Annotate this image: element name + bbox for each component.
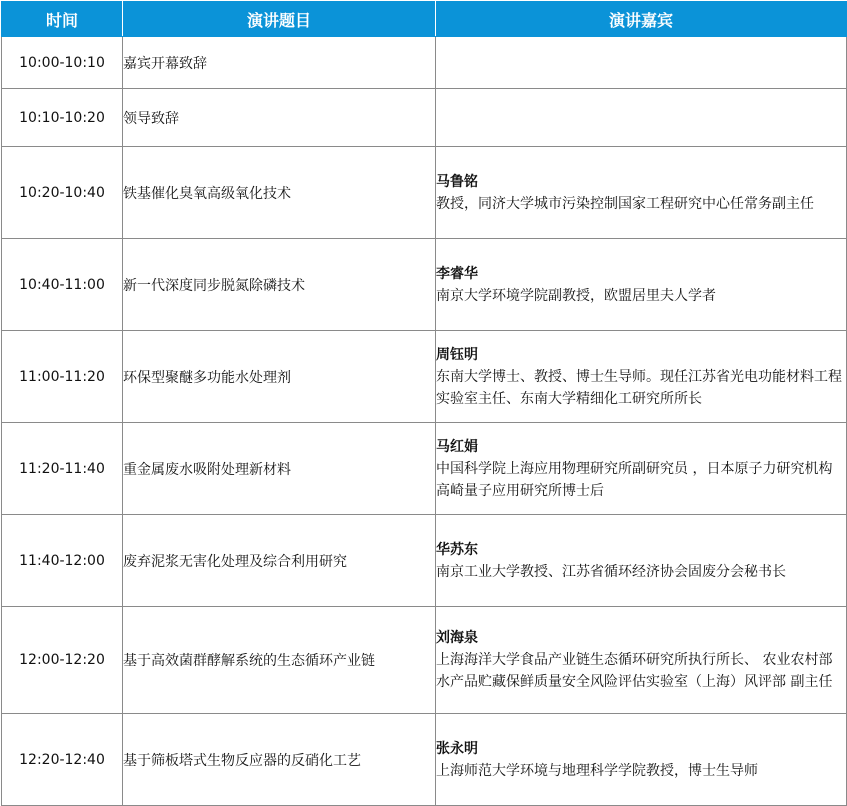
table-row [2, 607, 847, 714]
table-row [2, 331, 847, 423]
header-speaker: 演讲嘉宾 [436, 2, 847, 37]
topic-cell: 重金属废水吸附处理新材料 [123, 423, 436, 515]
time-cell: 11:00-11:20 [2, 331, 123, 423]
speaker-description: 上海海洋大学食品产业链生态循环研究所执行所长、 农业农村部水产品贮藏保鲜质量安全风险评估实验室（上海）风评部 副主任 [436, 652, 833, 690]
speaker-description: 上海师范大学环境与地理科学学院教授，博士生导师 [436, 762, 758, 779]
time-cell: 11:20-11:40 [2, 423, 123, 515]
topic-cell: 环保型聚醚多功能水处理剂 [123, 331, 436, 423]
speaker-cell [436, 37, 847, 89]
time-cell: 11:40-12:00 [2, 515, 123, 607]
speaker-name: 张永明 [436, 740, 478, 757]
speaker-cell [436, 331, 847, 423]
time-cell: 10:40-11:00 [2, 239, 123, 331]
table-row [2, 423, 847, 515]
speaker-description: 东南大学博士、教授、博士生导师。现任江苏省光电功能材料工程实验室主任、东南大学精细化工研究所所长 [436, 368, 842, 407]
speaker-name: 刘海泉 [436, 630, 478, 646]
topic-cell: 新一代深度同步脱氮除磷技术 [123, 239, 436, 331]
time-cell: 10:00-10:10 [2, 37, 123, 89]
speaker-description: 教授，同济大学城市污染控制国家工程研究中心任常务副主任 [436, 195, 814, 212]
time-cell: 12:00-12:20 [2, 607, 123, 714]
speaker-cell [436, 607, 847, 714]
speaker-cell [436, 515, 847, 607]
speaker-description: 南京工业大学教授、江苏省循环经济协会固废分会秘书长 [436, 563, 786, 580]
table-row [2, 515, 847, 607]
table-row [2, 37, 847, 89]
speaker-name: 马红娟 [436, 438, 478, 455]
schedule-header [2, 2, 847, 37]
time-cell: 10:10-10:20 [2, 89, 123, 147]
speaker-name: 周钰明 [436, 346, 478, 363]
speaker-cell [436, 147, 847, 239]
speaker-name: 华苏东 [436, 541, 478, 558]
schedule-body [2, 37, 847, 806]
topic-cell: 基于筛板塔式生物反应器的反硝化工艺 [123, 714, 436, 806]
topic-cell: 嘉宾开幕致辞 [123, 37, 436, 89]
speaker-cell [436, 714, 847, 806]
time-cell: 10:20-10:40 [2, 147, 123, 239]
speaker-cell [436, 239, 847, 331]
topic-cell: 基于高效菌群酵解系统的生态循环产业链 [123, 607, 436, 714]
speaker-cell [436, 423, 847, 515]
topic-cell: 铁基催化臭氧高级氧化技术 [123, 147, 436, 239]
table-row [2, 239, 847, 331]
speaker-name: 马鲁铭 [436, 173, 478, 190]
table-row [2, 714, 847, 806]
table-row [2, 89, 847, 147]
header-time: 时间 [2, 2, 123, 37]
speaker-name: 李睿华 [436, 265, 478, 282]
time-cell: 12:20-12:40 [2, 714, 123, 806]
schedule-table [1, 1, 847, 806]
header-topic: 演讲题目 [123, 2, 436, 37]
speaker-description: 中国科学院上海应用物理研究所副研究员 ，日本原子力研究机构高崎量子应用研究所博士后 [436, 460, 833, 499]
topic-cell: 领导致辞 [123, 89, 436, 147]
speaker-description: 南京大学环境学院副教授，欧盟居里夫人学者 [436, 287, 716, 304]
topic-cell: 废弃泥浆无害化处理及综合利用研究 [123, 515, 436, 607]
speaker-cell [436, 89, 847, 147]
table-row [2, 147, 847, 239]
